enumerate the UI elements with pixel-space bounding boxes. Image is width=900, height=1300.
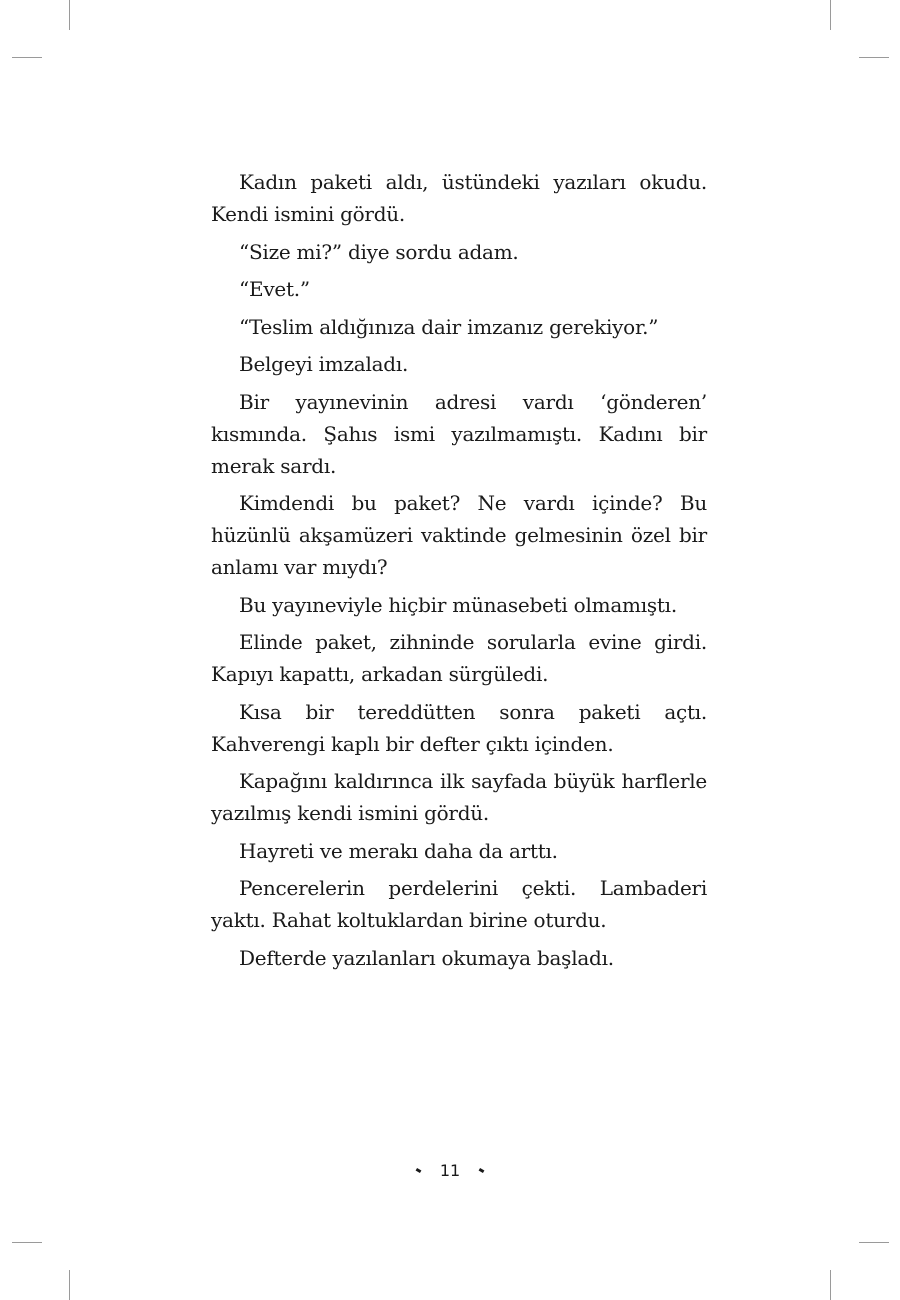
- paragraph: “Size mi?” diye sordu adam.: [239, 239, 519, 264]
- ornament-left-icon: [415, 1168, 421, 1173]
- crop-mark-bottom-right-vertical: [830, 1270, 831, 1300]
- paragraph: Hayreti ve merakı daha da arttı.: [239, 838, 558, 863]
- crop-mark-top-left-horizontal: [12, 57, 42, 58]
- crop-mark-top-right-horizontal: [859, 57, 889, 58]
- ornament-right-icon: [479, 1168, 485, 1173]
- paragraph: Belgeyi imzaladı.: [239, 352, 409, 376]
- paragraph: Kimdendi bu paket? Ne vardı içinde? Bu hüzünlü akşamüzeri vaktinde gelmesinin özel bir anlamı var mıydı?: [211, 491, 707, 579]
- crop-mark-bottom-left-vertical: [69, 1270, 70, 1300]
- paragraph: Bir yayınevinin adresi vardı ‘gönderen’ kısmında. Şahıs ismi yazılmamıştı. Kadını bir merak sardı.: [211, 389, 707, 478]
- paragraph: Kadın paketi aldı, üstündeki yazıları okudu. Kendi ismini gördü.: [211, 170, 707, 226]
- crop-mark-top-right-vertical: [830, 0, 831, 30]
- crop-mark-bottom-left-horizontal: [12, 1242, 42, 1243]
- page-number: 11: [439, 1161, 461, 1180]
- paragraph: Pencerelerin perdelerini çekti. Lambaderi yaktı. Rahat koltuklardan birine oturdu.: [211, 876, 707, 932]
- paragraph: Kapağını kaldırınca ilk sayfada büyük harflerle yazılmış kendi ismini gördü.: [211, 769, 707, 825]
- crop-mark-bottom-right-horizontal: [859, 1242, 889, 1243]
- paragraph: Kısa bir tereddütten sonra paketi açtı. Kahverengi kaplı bir defter çıktı içinden.: [211, 699, 707, 756]
- page-footer: [0, 1160, 900, 1180]
- paragraph: Bu yayıneviyle hiçbir münasebeti olmamıştı.: [239, 592, 677, 617]
- paragraph: “Teslim aldığınıza dair imzanız gerekiyor.”: [239, 314, 659, 339]
- paragraph: Elinde paket, zihninde sorularla evine girdi. Kapıyı kapattı, arkadan sürgüledi.: [211, 630, 707, 686]
- paragraph: “Evet.”: [239, 277, 310, 301]
- paragraph: Defterde yazılanları okumaya başladı.: [239, 945, 614, 970]
- crop-mark-top-left-vertical: [69, 0, 70, 30]
- body-text: [211, 166, 707, 979]
